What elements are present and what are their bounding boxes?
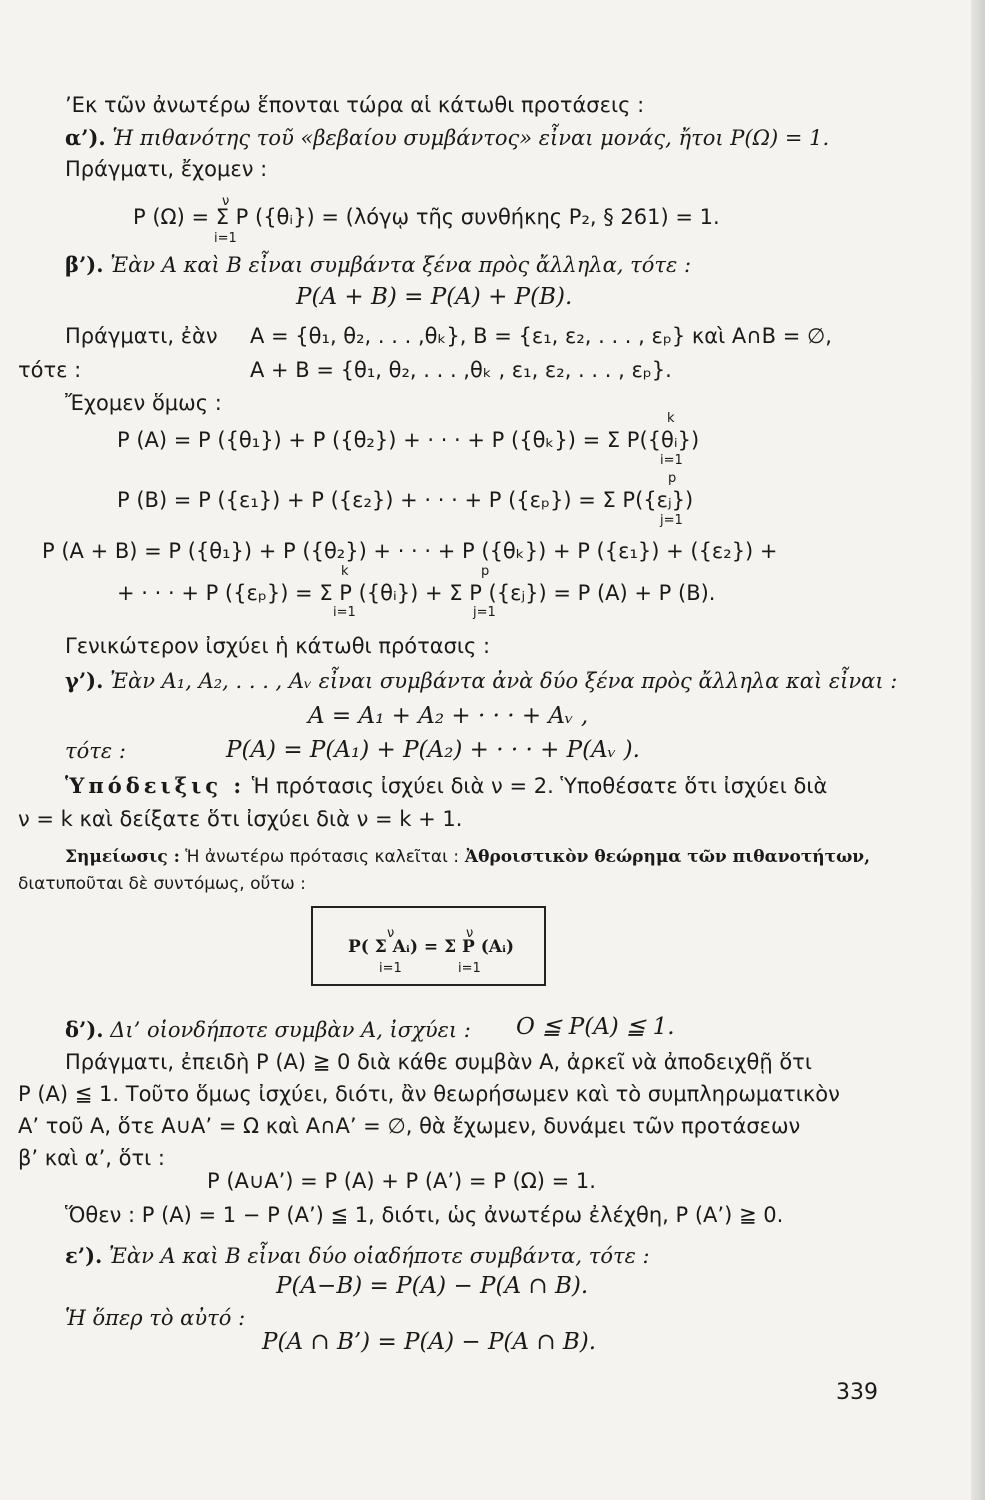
hint-line2: ν = k καὶ δείξατε ὅτι ἰσχύει διὰ ν = k + 1. (18, 807, 463, 831)
note-line2: διατυποῦται δὲ συντόμως, οὕτω : (18, 874, 306, 894)
proposition-e-text: Ἐὰν A καὶ B εἶναι δύο οἱαδήποτε συμβάντα, τότε : (102, 1244, 650, 1268)
proof-d-line4: β’ καὶ α’, ὅτι : (18, 1146, 165, 1170)
proposition-b (65, 254, 691, 276)
equation-union-sum: A = A₁ + A₂ + · · · + Aᵥ , (308, 703, 589, 729)
proof-b-line2-union: A + B = {θ₁, θ₂, . . . ,θₖ , ε₁, ε₂, . . . , εₚ}. (250, 358, 672, 382)
equation-pa-sum: P (A) = P ({θ₁}) + P ({θ₂}) + · · · + P ({θₖ}) = Σ P({θᵢ}) (117, 428, 700, 452)
general-intro: Γενικώτερον ἰσχύει ἡ κάτωθι πρότασις : (65, 634, 491, 658)
sum-upper-index: k (667, 411, 675, 426)
proof-b-line2-label: τότε : (18, 358, 82, 382)
equation-finite-additivity: P(A) = P(A₁) + P(A₂) + · · · + P(Aᵥ ). (226, 737, 640, 763)
proof-d-conclusion: Ὅθεν : P (A) = 1 − P (A’) ≦ 1, διότι, ὡς ἀνωτέρω ἐλέχθη, P (A’) ≧ 0. (65, 1203, 784, 1227)
label-d: δ’). (65, 1017, 104, 1042)
page-edge-shadow (971, 0, 985, 1500)
equation-additivity: P(A + B) = P(A) + P(B). (296, 284, 573, 310)
sum-lower-index: j=1 (473, 605, 496, 620)
proposition-d (65, 1019, 471, 1041)
proposition-c-then-label: τότε : (65, 739, 126, 763)
proof-d-line1: Πράγματι, ἐπειδὴ P (A) ≧ 0 διὰ κάθε συμβὰν A, ἀρκεῖ νὰ ἀποδειχθῇ ὅτι (65, 1050, 812, 1074)
proposition-a-text: Ἡ πιθανότης τοῦ «βεβαίου συμβάντος» εἶναι μονάς, ἤτοι P(Ω) = 1. (105, 126, 830, 150)
hint-label: Ὑπόδειξις : (65, 773, 246, 798)
equation-complement-intersection: P(A ∩ B’) = P(A) − P(A ∩ B). (262, 1329, 597, 1355)
sum-upper-index: ν (466, 926, 474, 941)
proposition-c (65, 670, 897, 692)
proposition-c-text: Ἐὰν A₁, A₂, . . . , Aᵥ εἶναι συμβάντα ἀνὰ δύο ξένα πρὸς ἄλληλα καὶ εἶναι : (103, 669, 898, 693)
equation-p-omega: P (Ω) = Σ P ({θᵢ}) = (λόγῳ τῆς συνθήκης P₂, § 261) = 1. (133, 205, 720, 229)
proof-b-line1-sets: A = {θ₁, θ₂, . . . ,θₖ}, B = {ε₁, ε₂, . . . , εₚ} καὶ A∩B = ∅, (250, 324, 832, 348)
sum-lower-index: i=1 (379, 961, 402, 976)
equation-pab-line2: + · · · + P ({εₚ}) = Σ P ({θᵢ}) + Σ P ({εⱼ}) = P (A) + P (B). (117, 581, 716, 605)
proof-d-line2: P (A) ≦ 1. Τοῦτο ὅμως ἰσχύει, διότι, ἂν θεωρήσωμεν καὶ τὸ συμπληρωματικὸν (18, 1082, 840, 1106)
proof-b-line1-label: Πράγματι, ἐὰν (65, 324, 218, 348)
sum-upper-index: k (341, 564, 349, 579)
note-label: Σημείωσις : (65, 847, 180, 867)
label-a: α’). (65, 125, 106, 150)
sum-upper-index: ν (387, 926, 395, 941)
proof-d-line3: A’ τοῦ A, ὅτε A∪A’ = Ω καὶ A∩A’ = ∅, θὰ ἔχωμεν, δυνάμει τῶν προτάσεων (18, 1114, 801, 1138)
sum-lower-index: i=1 (660, 453, 683, 468)
equivalent-intro: Ἡ ὅπερ τὸ αὐτό : (65, 1306, 246, 1330)
sum-lower-index: i=1 (333, 605, 356, 620)
hint-text: Ἡ πρότασις ἰσχύει διὰ ν = 2. Ὑποθέσατε ὅτι ἰσχύει διὰ (245, 774, 828, 798)
sum-upper-index: p (668, 471, 677, 486)
proposition-e (65, 1245, 650, 1267)
equation-pb-sum: P (B) = P ({ε₁}) + P ({ε₂}) + · · · + P ({εₚ}) = Σ P({εⱼ}) (117, 488, 694, 512)
equation-pab-line1: P (A + B) = P ({θ₁}) + P ({θ₂}) + · · · + P ({θₖ}) + P ({ε₁}) + ({ε₂}) + (42, 539, 778, 563)
sum-lower-index: i=1 (214, 231, 237, 246)
proposition-a (65, 127, 829, 149)
proposition-d-text: Δι’ οἱονδήποτε συμβὰν A, ἰσχύει : (103, 1018, 471, 1042)
proposition-b-text: Ἐὰν A καὶ B εἶναι συμβάντα ξένα πρὸς ἄλληλα, τότε : (103, 253, 692, 277)
label-b: β’). (65, 252, 104, 277)
label-e: ε’). (65, 1243, 103, 1268)
proof-intro-a: Πράγματι, ἔχομεν : (65, 157, 268, 181)
note-line1 (65, 849, 870, 866)
hint-line1 (65, 775, 827, 797)
page-number: 339 (836, 1380, 878, 1405)
proof-b-line3: Ἔχομεν ὅμως : (65, 391, 222, 415)
sum-upper-index: ν (222, 194, 230, 209)
equation-bounds: O ≦ P(A) ≦ 1. (516, 1014, 675, 1040)
sum-lower-index: j=1 (660, 513, 683, 528)
note-text: Ἡ ἀνωτέρω πρότασις καλεῖται : (179, 847, 460, 867)
equation-complement: P (A∪A’) = P (A) + P (A’) = P (Ω) = 1. (207, 1169, 596, 1193)
label-c: γ’). (65, 668, 104, 693)
sum-lower-index: i=1 (458, 961, 481, 976)
sum-upper-index: p (481, 564, 490, 579)
theorem-name: Ἀθροιστικὸν θεώρημα τῶν πιθανοτήτων, (459, 847, 870, 867)
boxed-formula: P( Σ Aᵢ) = Σ P (Aᵢ) (348, 937, 515, 957)
equation-difference: P(A−B) = P(A) − P(A ∩ B). (276, 1273, 589, 1299)
intro-line: ’Εκ τῶν ἀνωτέρω ἕπονται τώρα αἱ κάτωθι προτάσεις : (65, 93, 645, 117)
